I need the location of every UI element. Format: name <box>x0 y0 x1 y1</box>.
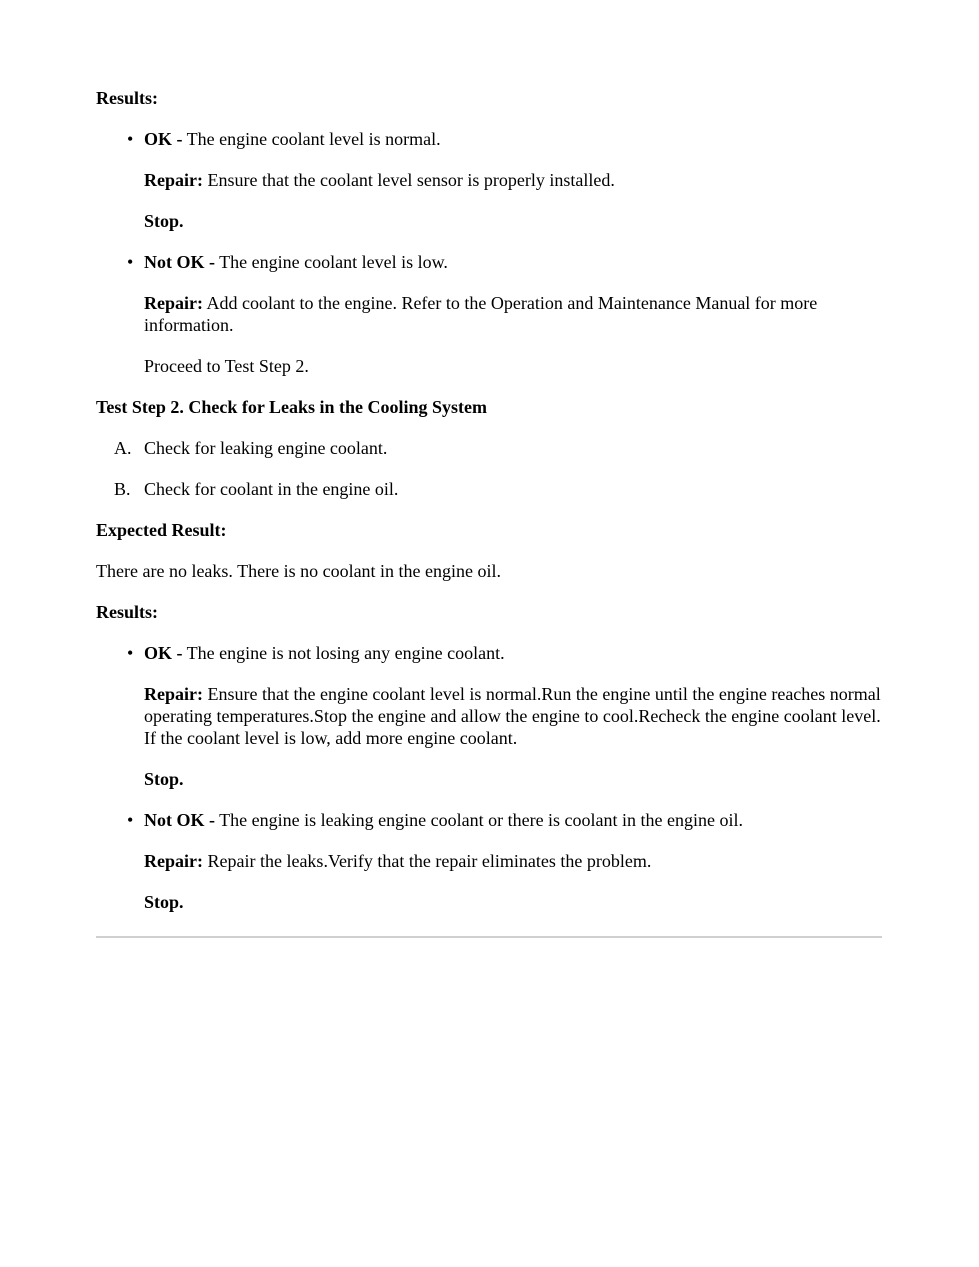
result-status: Not OK - <box>144 810 215 830</box>
step-item <box>96 437 882 459</box>
result-line <box>96 251 882 273</box>
repair-paragraph <box>96 169 882 191</box>
result-item-ok <box>96 128 882 232</box>
outcome-text: Stop. <box>144 892 184 912</box>
result-line <box>96 809 882 831</box>
repair-label: Repair: <box>144 170 203 190</box>
repair-text: Ensure that the coolant level sensor is properly installed. <box>202 170 615 190</box>
expected-result-heading: Expected Result: <box>96 520 227 540</box>
repair-text: Add coolant to the engine. Refer to the Operation and Maintenance Manual for more information. <box>144 293 818 335</box>
result-item-not-ok <box>96 251 882 377</box>
repair-paragraph <box>96 683 882 749</box>
step-title: Test Step 2. Check for Leaks in the Cooling System <box>96 397 488 417</box>
result-text: The engine is leaking engine coolant or there is coolant in the engine oil. <box>215 810 744 830</box>
result-line <box>96 128 882 150</box>
results-heading: Results: <box>96 602 158 622</box>
result-status: Not OK - <box>144 252 215 272</box>
results-heading: Results: <box>96 88 158 108</box>
horizontal-divider <box>96 936 882 938</box>
outcome-text: Stop. <box>144 769 184 789</box>
bullet-icon: • <box>127 129 134 149</box>
repair-text: Repair the leaks.Verify that the repair eliminates the problem. <box>202 851 652 871</box>
step-text: Check for leaking engine coolant. <box>144 438 388 458</box>
result-text: The engine is not losing any engine coolant. <box>182 643 505 663</box>
outcome-text: Proceed to Test Step 2. <box>144 356 309 376</box>
outcome-text: Stop. <box>144 211 184 231</box>
bullet-icon: • <box>127 810 134 830</box>
expected-result-text: There are no leaks. There is no coolant in the engine oil. <box>96 561 502 581</box>
result-text: The engine coolant level is low. <box>215 252 448 272</box>
repair-label: Repair: <box>144 684 203 704</box>
result-item-not-ok <box>96 809 882 913</box>
document-body <box>96 87 882 932</box>
repair-text: Ensure that the engine coolant level is normal.Run the engine until the engine reaches normal operating temperatures.Stop the engine and allow the engine to cool.Recheck the engine coolant level. If the coolant level is low, add more engine coolant. <box>144 684 881 748</box>
result-status: OK - <box>144 129 183 149</box>
bullet-icon: • <box>127 643 134 663</box>
result-text: The engine coolant level is normal. <box>182 129 441 149</box>
step-item <box>96 478 882 500</box>
result-status: OK - <box>144 643 183 663</box>
step-marker: A. <box>114 438 132 458</box>
repair-paragraph <box>96 292 882 336</box>
bullet-icon: • <box>127 252 134 272</box>
step-list <box>96 437 882 500</box>
result-item-ok <box>96 642 882 790</box>
repair-label: Repair: <box>144 293 203 313</box>
repair-label: Repair: <box>144 851 203 871</box>
step-text: Check for coolant in the engine oil. <box>144 479 399 499</box>
result-line <box>96 642 882 664</box>
repair-paragraph <box>96 850 882 872</box>
step-marker: B. <box>114 479 131 499</box>
